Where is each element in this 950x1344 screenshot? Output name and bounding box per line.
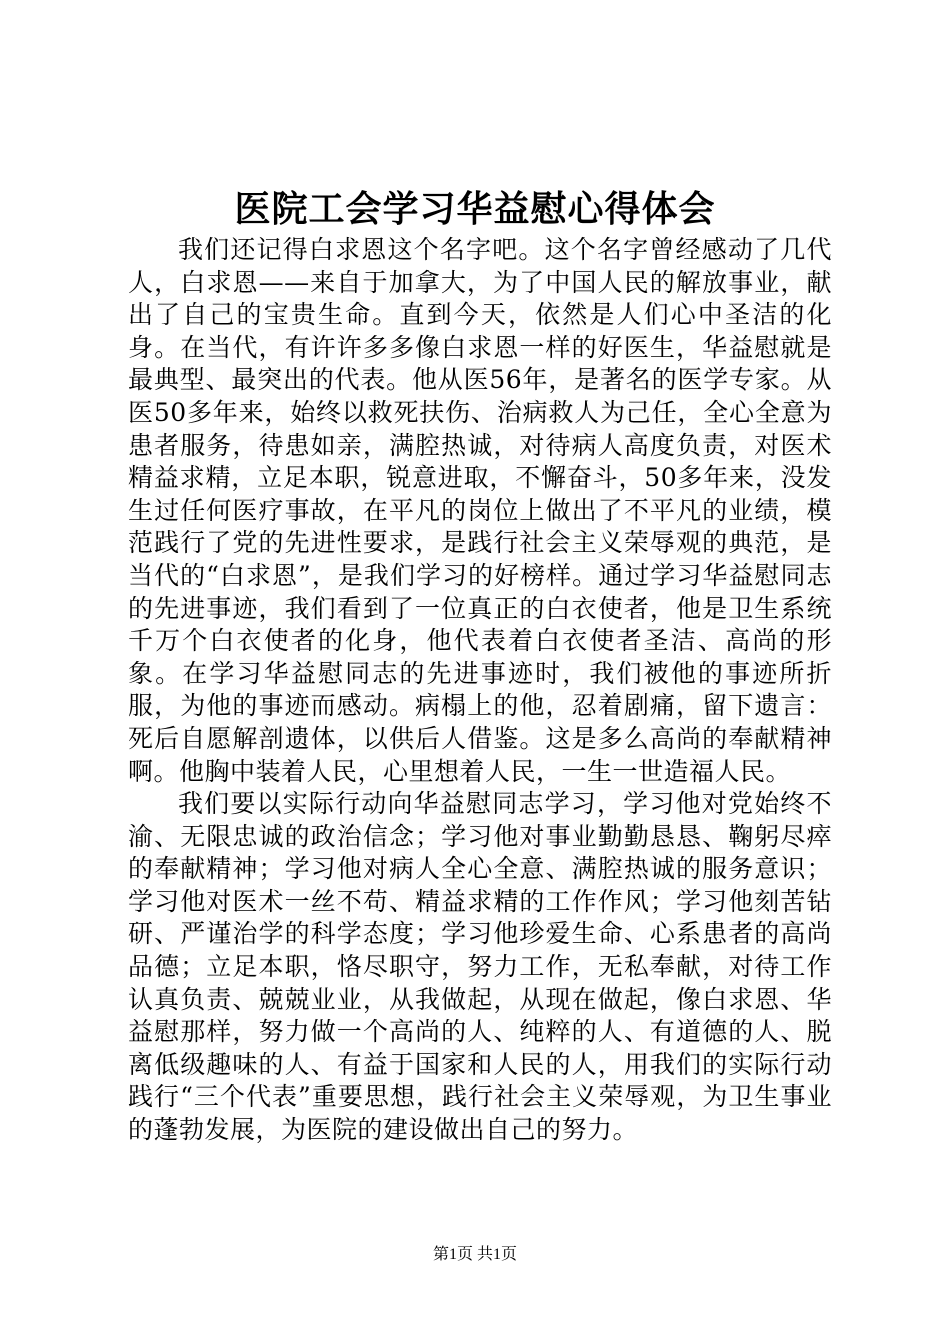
page-footer: 第1页 共1页 — [432, 1246, 517, 1263]
body-paragraph-2: 我们要以实际行动向华益慰同志学习，学习他对党始终不渝、无限忠诚的政治信念；学习他对事业勤勤恳恳、鞠躬尽瘁的奉献精神；学习他对病人全心全意、满腔热诚的服务意识；学习他对医术一丝不苟、精益求精的工作作风；学习他刻苦钻研、严谨治学的科学态度；学习他珍爱生命、心系患者的高尚品德；立足本职，恪尽职守，努力工作，无私奉献，对待工作认真负责、兢兢业业，从我做起，从现在做起，像白求恩、华益慰那样，努力做一个高尚的人、纯粹的人、有道德的人、脱离低级趣味的人、有益于国家和人民的人，用我们的实际行动践行“三个代表”重要思想，践行社会主义荣辱观，为卫生事业的蓬勃发展，为医院的建设做出自己的努力。 — [128, 789, 832, 1145]
document-title: 医院工会学习华益慰心得体会 — [234, 189, 716, 230]
body-paragraph-1: 我们还记得白求恩这个名字吧。这个名字曾经感动了几代人，白求恩——来自于加拿大，为了中国人民的解放事业，献出了自己的宝贵生命。直到今天，依然是人们心中圣洁的化身。在当代，有许许多多像白求恩一样的好医生，华益慰就是最典型、最突出的代表。他从医56年，是著名的医学专家。从医50多年来，始终以救死扶伤、治病救人为己任，全心全意为患者服务，待患如亲，满腔热诚，对待病人高度负责，对医术精益求精，立足本职，锐意进取，不懈奋斗，50多年来，没发生过任何医疗事故，在平凡的岗位上做出了不平凡的业绩，模范践行了党的先进性要求，是践行社会主义荣辱观的典范，是当代的“白求恩”，是我们学习的好榜样。通过学习华益慰同志的先进事迹，我们看到了一位真正的白衣使者，他是卫生系统千万个白衣使者的化身，他代表着白衣使者圣洁、高尚的形象。在学习华益慰同志的先进事迹时，我们被他的事迹所折服，为他的事迹而感动。病榻上的他，忍着剧痛，留下遗言：死后自愿解剖遗体，以供后人借鉴。这是多么高尚的奉献精神啊。他胸中装着人民，心里想着人民，一生一世造福人民。 — [128, 235, 832, 786]
document-body — [128, 234, 832, 1147]
